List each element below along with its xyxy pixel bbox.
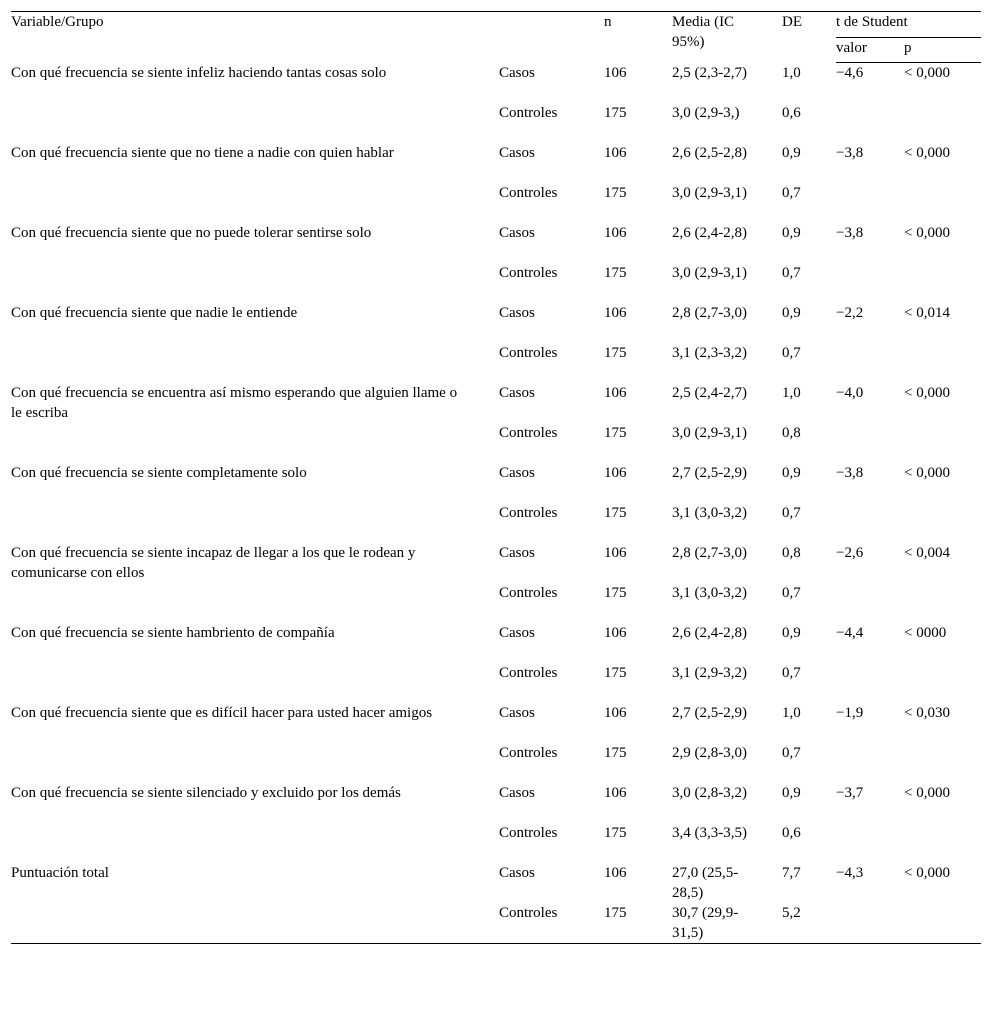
group-cell: Casos: [499, 304, 535, 321]
de-cell: 0,8: [782, 424, 801, 441]
variable-cell: Con qué frecuencia siente que es difícil hacer para usted hacer amigos: [11, 704, 433, 721]
n-cell: 106: [604, 784, 627, 801]
variable-cell: Con qué frecuencia se siente hambriento de compañía: [11, 624, 335, 641]
group-cell: Controles: [499, 344, 558, 361]
de-cell: 0,7: [782, 344, 801, 361]
de-cell: 0,7: [782, 264, 801, 281]
de-cell: 0,9: [782, 624, 801, 641]
header-valor: valor: [836, 38, 904, 63]
table-row: [11, 863, 981, 903]
media-cell: 3,0 (2,9-3,1): [672, 264, 747, 281]
media-cell: 2,5 (2,3-2,7): [672, 64, 747, 81]
p-value-cell: < 0,000: [904, 384, 950, 401]
table-row: [11, 223, 981, 263]
n-cell: 175: [604, 184, 627, 201]
variable-cell: Puntuación total: [11, 864, 109, 881]
group-cell: Controles: [499, 424, 558, 441]
t-value-cell: −4,4: [836, 624, 864, 641]
p-value-cell: < 0,000: [904, 464, 950, 481]
media-cell: 2,6 (2,5-2,8): [672, 144, 747, 161]
n-cell: 175: [604, 344, 627, 361]
n-cell: 175: [604, 504, 627, 521]
t-value-cell: −3,7: [836, 784, 864, 801]
group-cell: Controles: [499, 744, 558, 761]
de-cell: 0,9: [782, 784, 801, 801]
table-body: [11, 63, 981, 944]
media-cell: 3,0 (2,9-3,): [672, 104, 740, 121]
n-cell: 106: [604, 464, 627, 481]
de-cell: 0,9: [782, 144, 801, 161]
variable-cell: Con qué frecuencia se siente completamente solo: [11, 464, 307, 481]
n-cell: 106: [604, 864, 627, 881]
results-table: [11, 11, 981, 944]
n-cell: 175: [604, 584, 627, 601]
de-cell: 0,7: [782, 584, 801, 601]
de-cell: 0,6: [782, 824, 801, 841]
n-cell: 106: [604, 624, 627, 641]
p-value-cell: < 0,000: [904, 144, 950, 161]
header-media: Media (IC 95%): [672, 14, 735, 50]
de-cell: 0,7: [782, 504, 801, 521]
media-cell: 3,4 (3,3-3,5): [672, 824, 747, 841]
header-t-student: t de Student: [836, 12, 981, 38]
de-cell: 1,0: [782, 704, 801, 721]
de-cell: 5,2: [782, 904, 801, 921]
media-cell: 2,6 (2,4-2,8): [672, 224, 747, 241]
group-cell: Casos: [499, 224, 535, 241]
t-value-cell: −4,6: [836, 65, 864, 81]
table-row: [11, 143, 981, 183]
media-cell: 2,6 (2,4-2,8): [672, 624, 747, 641]
de-cell: 7,7: [782, 864, 801, 881]
de-cell: 1,0: [782, 64, 801, 81]
group-cell: Casos: [499, 624, 535, 641]
de-cell: 0,9: [782, 464, 801, 481]
t-value-cell: −3,8: [836, 224, 864, 241]
group-cell: Casos: [499, 784, 535, 801]
t-value-cell: −4,3: [836, 864, 864, 881]
p-value-cell: < 0,014: [904, 304, 950, 321]
de-cell: 0,9: [782, 304, 801, 321]
group-cell: Casos: [499, 144, 535, 161]
n-cell: 106: [604, 544, 627, 561]
table-row: [11, 63, 981, 103]
media-cell: 3,1 (3,0-3,2): [672, 584, 747, 601]
header-n: n: [604, 14, 612, 30]
group-cell: Controles: [499, 104, 558, 121]
t-value-cell: −3,8: [836, 144, 864, 161]
n-cell: 106: [604, 224, 627, 241]
p-value-cell: < 0,000: [904, 65, 950, 81]
variable-cell: Con qué frecuencia se siente incapaz de llegar a los que le rodean y comunicarse con ellos: [11, 544, 416, 581]
header-variable: Variable/Grupo: [11, 14, 104, 30]
media-cell: 27,0 (25,5-28,5): [672, 864, 739, 901]
n-cell: 175: [604, 664, 627, 681]
variable-cell: Con qué frecuencia siente que no puede tolerar sentirse solo: [11, 224, 372, 241]
variable-cell: Con qué frecuencia siente que nadie le entiende: [11, 304, 298, 321]
p-value-cell: < 0,000: [904, 784, 950, 801]
table-row: [11, 383, 981, 423]
p-value-cell: < 0000: [904, 624, 947, 641]
group-cell: Casos: [499, 864, 535, 881]
p-value-cell: < 0,030: [904, 704, 950, 721]
group-cell: Casos: [499, 704, 535, 721]
n-cell: 106: [604, 64, 627, 81]
media-cell: 2,9 (2,8-3,0): [672, 744, 747, 761]
media-cell: 3,0 (2,9-3,1): [672, 424, 747, 441]
de-cell: 1,0: [782, 384, 801, 401]
media-cell: 3,0 (2,8-3,2): [672, 784, 747, 801]
variable-cell: Con qué frecuencia se siente infeliz haciendo tantas cosas solo: [11, 64, 387, 81]
n-cell: 106: [604, 144, 627, 161]
media-cell: 3,0 (2,9-3,1): [672, 184, 747, 201]
table-row: [11, 303, 981, 343]
n-cell: 175: [604, 824, 627, 841]
media-cell: 3,1 (2,9-3,2): [672, 664, 747, 681]
media-cell: 2,7 (2,5-2,9): [672, 704, 747, 721]
de-cell: 0,8: [782, 544, 801, 561]
n-cell: 175: [604, 264, 627, 281]
variable-cell: Con qué frecuencia se encuentra así mismo esperando que alguien llame o le escriba: [11, 384, 458, 421]
header-p: p: [904, 38, 981, 63]
group-cell: Controles: [499, 664, 558, 681]
group-cell: Casos: [499, 64, 535, 81]
media-cell: 30,7 (29,9-31,5): [672, 904, 739, 941]
media-cell: 3,1 (3,0-3,2): [672, 504, 747, 521]
de-cell: 0,7: [782, 744, 801, 761]
media-cell: 2,8 (2,7-3,0): [672, 304, 747, 321]
group-cell: Controles: [499, 184, 558, 201]
n-cell: 175: [604, 424, 627, 441]
table-row: [11, 543, 981, 583]
group-cell: Casos: [499, 544, 535, 561]
header-de: DE: [782, 14, 802, 30]
variable-cell: Con qué frecuencia siente que no tiene a nadie con quien hablar: [11, 144, 394, 161]
media-cell: 2,8 (2,7-3,0): [672, 544, 747, 561]
group-cell: Controles: [499, 904, 558, 921]
p-value-cell: < 0,000: [904, 864, 950, 881]
group-cell: Controles: [499, 264, 558, 281]
group-cell: Controles: [499, 824, 558, 841]
p-value-cell: < 0,004: [904, 544, 950, 561]
de-cell: 0,9: [782, 224, 801, 241]
media-cell: 3,1 (2,3-3,2): [672, 344, 747, 361]
t-value-cell: −2,6: [836, 544, 864, 561]
group-cell: Controles: [499, 504, 558, 521]
n-cell: 106: [604, 304, 627, 321]
t-value-cell: −1,9: [836, 704, 864, 721]
media-cell: 2,5 (2,4-2,7): [672, 384, 747, 401]
de-cell: 0,7: [782, 184, 801, 201]
t-value-cell: −3,8: [836, 464, 864, 481]
variable-cell: Con qué frecuencia se siente silenciado y excluido por los demás: [11, 784, 401, 801]
t-value-cell: −2,2: [836, 304, 864, 321]
p-value-cell: < 0,000: [904, 224, 950, 241]
t-value-cell: −4,0: [836, 384, 864, 401]
n-cell: 106: [604, 384, 627, 401]
table-row: [11, 703, 981, 743]
group-cell: Controles: [499, 584, 558, 601]
table-row: [11, 783, 981, 823]
n-cell: 175: [604, 744, 627, 761]
group-cell: Casos: [499, 384, 535, 401]
header-row-1: [11, 12, 981, 38]
n-cell: 175: [604, 104, 627, 121]
de-cell: 0,7: [782, 664, 801, 681]
header-group: [499, 12, 604, 63]
n-cell: 106: [604, 704, 627, 721]
table-row: [11, 623, 981, 663]
de-cell: 0,6: [782, 104, 801, 121]
n-cell: 175: [604, 904, 627, 921]
table-row: [11, 463, 981, 503]
media-cell: 2,7 (2,5-2,9): [672, 464, 747, 481]
group-cell: Casos: [499, 464, 535, 481]
